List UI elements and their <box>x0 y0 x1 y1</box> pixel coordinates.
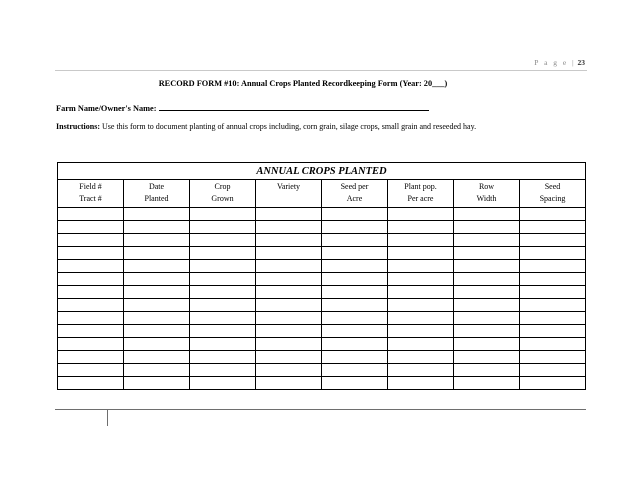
table-cell[interactable] <box>58 325 124 338</box>
table-row <box>58 260 586 273</box>
column-header <box>520 180 586 208</box>
table-cell[interactable] <box>388 299 454 312</box>
table-cell[interactable] <box>388 247 454 260</box>
column-header-line: Grown <box>211 194 234 203</box>
table-row <box>58 299 586 312</box>
table-cell[interactable] <box>520 286 586 299</box>
table-cell[interactable] <box>322 325 388 338</box>
table-cell[interactable] <box>256 273 322 286</box>
table-cell[interactable] <box>322 299 388 312</box>
table-cell[interactable] <box>454 247 520 260</box>
table-row <box>58 312 586 325</box>
table-row <box>58 247 586 260</box>
table-cell[interactable] <box>124 364 190 377</box>
table-cell[interactable] <box>388 338 454 351</box>
column-header-line: Per acre <box>407 194 434 203</box>
table-cell[interactable] <box>520 338 586 351</box>
table-row <box>58 221 586 234</box>
table-cell[interactable] <box>256 312 322 325</box>
table-cell[interactable] <box>454 299 520 312</box>
table-row <box>58 377 586 390</box>
table-cell[interactable] <box>256 260 322 273</box>
table-cell[interactable] <box>520 260 586 273</box>
table-cell[interactable] <box>190 364 256 377</box>
table-title: ANNUAL CROPS PLANTED <box>58 163 586 180</box>
table-cell[interactable] <box>454 312 520 325</box>
table-cell[interactable] <box>124 299 190 312</box>
column-header-line: Acre <box>346 194 363 203</box>
table-cell[interactable] <box>454 234 520 247</box>
table-cell[interactable] <box>124 325 190 338</box>
table-cell[interactable] <box>190 247 256 260</box>
table-cell[interactable] <box>58 312 124 325</box>
table-cell[interactable] <box>190 377 256 390</box>
table-cell[interactable] <box>58 299 124 312</box>
table-cell[interactable] <box>388 351 454 364</box>
table-cell[interactable] <box>322 234 388 247</box>
table-cell[interactable] <box>454 260 520 273</box>
table-cell[interactable] <box>124 260 190 273</box>
table-cell[interactable] <box>124 338 190 351</box>
table-cell[interactable] <box>190 273 256 286</box>
table-cell[interactable] <box>520 312 586 325</box>
column-header <box>388 180 454 208</box>
table-cell[interactable] <box>454 273 520 286</box>
column-header-line: Row <box>478 182 495 191</box>
table-cell[interactable] <box>322 208 388 221</box>
column-header-line: Variety <box>276 182 301 191</box>
table-cell[interactable] <box>256 221 322 234</box>
table-cell[interactable] <box>520 377 586 390</box>
column-header-line: Width <box>476 194 497 203</box>
table-cell[interactable] <box>190 221 256 234</box>
table-cell[interactable] <box>454 377 520 390</box>
table-cell[interactable] <box>256 364 322 377</box>
page-label: P a g e <box>534 58 569 67</box>
table-cell[interactable] <box>520 273 586 286</box>
column-header-line: Planted <box>144 194 169 203</box>
table-cell[interactable] <box>190 351 256 364</box>
table-cell[interactable] <box>190 260 256 273</box>
column-header-line: Date <box>148 182 165 191</box>
table-row <box>58 286 586 299</box>
table-cell[interactable] <box>388 208 454 221</box>
column-header-line: Tract # <box>79 194 102 203</box>
column-header <box>454 180 520 208</box>
table-cell[interactable] <box>256 286 322 299</box>
header-rule <box>55 70 587 71</box>
table-cell[interactable] <box>388 221 454 234</box>
table-cell[interactable] <box>124 234 190 247</box>
table-cell[interactable] <box>322 364 388 377</box>
table-cell[interactable] <box>454 208 520 221</box>
table-row <box>58 338 586 351</box>
column-header <box>124 180 190 208</box>
table-cell[interactable] <box>190 286 256 299</box>
page-header <box>55 58 585 70</box>
table-cell[interactable] <box>388 260 454 273</box>
table-body <box>58 208 586 390</box>
table-cell[interactable] <box>124 351 190 364</box>
table-cell[interactable] <box>256 325 322 338</box>
table-cell[interactable] <box>388 364 454 377</box>
column-header <box>256 180 322 208</box>
table-cell[interactable] <box>256 247 322 260</box>
table-cell[interactable] <box>256 208 322 221</box>
table-cell[interactable] <box>454 221 520 234</box>
table-cell[interactable] <box>256 338 322 351</box>
table-cell[interactable] <box>190 312 256 325</box>
table-cell[interactable] <box>388 273 454 286</box>
table-cell[interactable] <box>520 247 586 260</box>
table-cell[interactable] <box>124 286 190 299</box>
table-cell[interactable] <box>58 364 124 377</box>
table-cell[interactable] <box>124 273 190 286</box>
table-cell[interactable] <box>520 299 586 312</box>
table-cell[interactable] <box>58 273 124 286</box>
table-cell[interactable] <box>124 377 190 390</box>
table-cell[interactable] <box>322 247 388 260</box>
instructions-label: Instructions: <box>56 122 101 131</box>
farm-name-line <box>56 101 429 113</box>
table-row <box>58 325 586 338</box>
table-cell[interactable] <box>124 247 190 260</box>
table-cell[interactable] <box>124 221 190 234</box>
column-header <box>322 180 388 208</box>
table-cell[interactable] <box>190 299 256 312</box>
table-cell[interactable] <box>520 364 586 377</box>
table-cell[interactable] <box>388 234 454 247</box>
table-cell[interactable] <box>190 325 256 338</box>
table-cell[interactable] <box>256 234 322 247</box>
table-cell[interactable] <box>322 377 388 390</box>
table-cell[interactable] <box>322 286 388 299</box>
table-cell[interactable] <box>520 221 586 234</box>
table-cell[interactable] <box>520 351 586 364</box>
table-row <box>58 234 586 247</box>
table-cell[interactable] <box>256 377 322 390</box>
table-row <box>58 273 586 286</box>
table-row <box>58 208 586 221</box>
table-cell[interactable] <box>322 260 388 273</box>
table-cell[interactable] <box>58 234 124 247</box>
column-header-row <box>58 180 586 208</box>
instructions <box>56 122 476 131</box>
table-cell[interactable] <box>256 351 322 364</box>
table-cell[interactable] <box>58 286 124 299</box>
column-header-line: Crop <box>214 182 231 191</box>
table-cell[interactable] <box>322 273 388 286</box>
table-cell[interactable] <box>322 338 388 351</box>
table-cell[interactable] <box>322 221 388 234</box>
column-header <box>190 180 256 208</box>
column-header-line: Field # <box>79 182 102 191</box>
column-header-line: Plant pop. <box>404 182 437 191</box>
table-cell[interactable] <box>388 325 454 338</box>
table-cell[interactable] <box>520 234 586 247</box>
footer-rule <box>55 409 586 410</box>
farm-name-label: Farm Name/Owner's Name: <box>56 104 157 113</box>
table-cell[interactable] <box>322 312 388 325</box>
table-cell[interactable] <box>388 377 454 390</box>
table-row <box>58 351 586 364</box>
page-separator: | <box>572 58 574 67</box>
table-cell[interactable] <box>58 247 124 260</box>
table-cell[interactable] <box>190 338 256 351</box>
table-cell[interactable] <box>58 260 124 273</box>
page-number: 23 <box>577 58 585 67</box>
table-cell[interactable] <box>58 221 124 234</box>
table-cell[interactable] <box>388 312 454 325</box>
table-cell[interactable] <box>322 351 388 364</box>
table-cell[interactable] <box>454 364 520 377</box>
footer-tick <box>107 409 108 426</box>
table-cell[interactable] <box>388 286 454 299</box>
table-row <box>58 364 586 377</box>
annual-crops-table <box>57 162 586 390</box>
form-title-text: RECORD FORM #10: Annual Crops Planted Recordkeeping Form (Year: 20___) <box>158 79 448 88</box>
instructions-text: Use this form to document planting of annual crops including, corn grain, silage crops, small grain and reseeded hay. <box>102 122 477 131</box>
table-cell[interactable] <box>124 312 190 325</box>
column-header-line: Spacing <box>539 194 566 203</box>
column-header <box>58 180 124 208</box>
table-cell[interactable] <box>58 338 124 351</box>
column-header-line: Seed <box>544 182 561 191</box>
table-cell[interactable] <box>256 299 322 312</box>
table-cell[interactable] <box>454 286 520 299</box>
table-cell[interactable] <box>454 325 520 338</box>
table-cell[interactable] <box>124 208 190 221</box>
table-cell[interactable] <box>454 338 520 351</box>
form-title <box>55 79 587 88</box>
table-cell[interactable] <box>520 208 586 221</box>
table-cell[interactable] <box>190 234 256 247</box>
table-cell[interactable] <box>190 208 256 221</box>
farm-name-field[interactable] <box>159 101 429 111</box>
table-cell[interactable] <box>58 351 124 364</box>
column-header-line: Seed per <box>340 182 369 191</box>
table-cell[interactable] <box>454 351 520 364</box>
table-cell[interactable] <box>58 377 124 390</box>
table-cell[interactable] <box>520 325 586 338</box>
table-cell[interactable] <box>58 208 124 221</box>
